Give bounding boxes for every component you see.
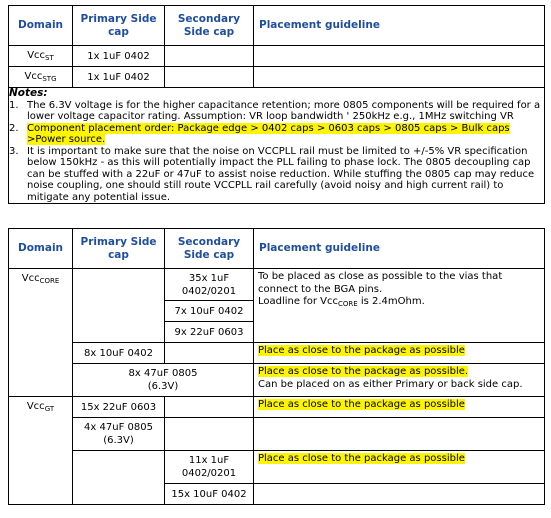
secondary-side-header: Secondary Side cap	[165, 6, 254, 46]
secondary-cap-cell: 11x 1uF 0402/0201	[165, 451, 254, 484]
table-row	[9, 451, 545, 484]
notes-section	[9, 88, 545, 204]
secondary-cap-cell	[165, 343, 254, 364]
placement-guideline-header: Placement guideline	[254, 6, 545, 46]
table-row	[9, 364, 545, 397]
primary-cap-cell	[73, 451, 165, 505]
primary-cap-cell: 15x 22uF 0603	[73, 397, 165, 418]
primary-cap-cell: 4x 47uF 0805 (6.3V)	[73, 418, 165, 451]
domain-cell: Vcc$_{ST}$	[9, 46, 73, 67]
guideline-cell: Place as close to the package as possible	[254, 343, 545, 364]
note-item: 2. Component placement order: Package edge > 0402 caps > 0603 caps > 0805 caps > Bulk caps >Power source.	[9, 122, 510, 145]
secondary-cap-cell: 9x 22uF 0603	[165, 322, 254, 343]
primary-cap-cell: 1x 1uF 0402	[73, 67, 165, 88]
note-item: 1. The 6.3V voltage is for the higher capacitance retention; more 0805 components will be required for a lower voltage capacitor rating. Assumption: VR loop bandwidth ' 250kHz e.g., 1MHz switching VR	[9, 100, 544, 123]
guideline-cell	[254, 418, 545, 451]
primary-secondary-cap-cell: 8x 47uF 0805 (6.3V)	[73, 364, 254, 397]
note-item: 3. It is important to make sure that the noise on VCCPLL rail must be limited to +/-5% VR specification below 150kHz - as this will potentially impact the PLL failing to phase lock. The 0805 decoupling cap can be stuffed with a 22uF or 47uF to assist noise reduction. While stuffing the 0805 cap may reduce noise coupling, one should still route VCCPLL rail carefully (avoid noisy and high current rail) to mitigate any potential issue.	[9, 146, 544, 204]
secondary-cap-cell: 35x 1uF 0402/0201	[165, 269, 254, 301]
secondary-cap-cell: 15x 10uF 0402	[165, 484, 254, 505]
placement-guideline-header: Placement guideline	[254, 229, 545, 269]
table-row	[9, 418, 545, 451]
domain-header: Domain	[9, 229, 73, 269]
guideline-cell	[254, 46, 545, 67]
table-row	[9, 269, 545, 301]
secondary-cap-cell	[165, 397, 254, 418]
highlighted-note-text: Component placement order: Package edge > 0402 caps > 0603 caps > 0805 caps > Bulk caps >Power source.	[27, 122, 510, 145]
secondary-cap-cell	[165, 67, 254, 88]
table-row	[9, 67, 545, 88]
domain-cell: Vcc$_{GT}$	[9, 397, 73, 505]
primary-side-header: Primary Side cap	[73, 229, 165, 269]
secondary-cap-cell	[165, 46, 254, 67]
notes-title: Notes:	[9, 87, 48, 99]
note-text: It is important to make sure that the noise on VCCPLL rail must be limited to +/-5% VR specification below 150kHz - as this will potentially impact the PLL failing to phase lock. The 0805 decoupling cap can be stuffed with a 22uF or 47uF to assist noise reduction. While stuffing the 0805 cap may reduce noise coupling, one should still route VCCPLL rail carefully (avoid noisy and high current rail) to mitigate any potential issue.	[27, 145, 535, 203]
secondary-cap-cell	[165, 418, 254, 451]
guideline-cell	[254, 484, 545, 505]
guideline-cell	[254, 67, 545, 88]
table-row	[9, 46, 545, 67]
guideline-cell: Place as close to the package as possible	[254, 397, 545, 418]
secondary-side-header: Secondary Side cap	[165, 229, 254, 269]
table-row	[9, 397, 545, 418]
note-text: The 6.3V voltage is for the higher capacitance retention; more 0805 components will be required for a lower voltage capacitor rating. Assumption: VR loop bandwidth ' 250kHz e.g., 1MHz switching VR	[27, 99, 541, 122]
table-row	[9, 343, 545, 364]
primary-cap-cell: 8x 10uF 0402	[73, 343, 165, 364]
primary-cap-cell: 1x 1uF 0402	[73, 46, 165, 67]
domain-cell: Vcc$_{STG}$	[9, 67, 73, 88]
guideline-cell: Place as close to the package as possible. Can be placed on as either Primary or back side cap.	[254, 364, 545, 397]
guideline-cell: Place as close to the package as possible	[254, 451, 545, 484]
domain-header: Domain	[9, 6, 73, 46]
table-1	[8, 5, 545, 204]
secondary-cap-cell: 7x 10uF 0402	[165, 301, 254, 322]
domain-cell: Vcc$_{CORE}$	[9, 269, 73, 397]
primary-side-header: Primary Side cap	[73, 6, 165, 46]
primary-cap-cell	[73, 269, 165, 343]
guideline-cell: To be placed as close as possible to the vias that connect to the BGA pins. Loadline for Vcc$_{CORE}$ is 2.4mOhm.	[254, 269, 545, 343]
table-2	[8, 228, 545, 505]
